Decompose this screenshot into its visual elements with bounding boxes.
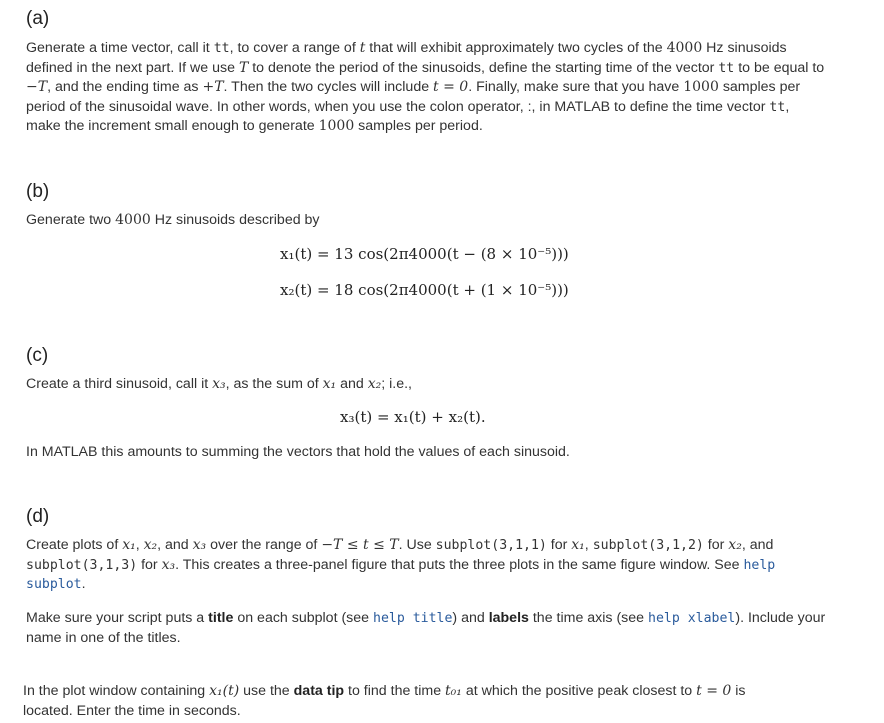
math-1000: 1000 [683,79,719,96]
equation-x2: x₂(t) = 18 cos(2π4000(t + (1 × 10⁻⁵))) [280,281,569,299]
section-c-label: (c) [26,345,49,366]
text: samples per period. [354,118,483,135]
text: ). Include your name in one of the titles. [26,610,826,646]
help-subplot-link[interactable]: help subplot [26,557,776,593]
section-d-label: (d) [26,506,50,527]
math-to1: t₀₁ [445,683,462,699]
code-tt: tt [718,60,735,76]
code-subplot-1: subplot(3,1,1) [435,538,547,553]
code-subplot-2: subplot(3,1,2) [592,538,704,553]
text: samples per period of the sinusoidal wave. In other words, when you use the colon operator, :, in MATLAB to define the time vector [26,79,801,115]
bold-title: title [208,610,234,626]
text: , as the sum of [225,376,323,392]
text: , make the increment small enough to generate [26,98,790,135]
bold-data-tip: data tip [293,683,345,699]
math-x1: x₁ [571,537,585,553]
text: that will exhibit approximately two cycles of the [365,40,667,56]
text: at which the positive peak closest to [461,683,697,699]
text: to be equal to [734,59,825,76]
section-d-note [26,609,826,648]
math-x2: x₂ [728,537,742,553]
text: Create plots of [26,537,123,553]
math-T: T [238,59,249,76]
math-negT: −T [26,79,48,96]
section-a-paragraph [26,39,826,137]
help-title-link[interactable]: help title [373,611,453,626]
text: , to cover a range of [229,40,360,56]
code-subplot-3: subplot(3,1,3) [26,557,138,573]
text: Make sure your script puts a [26,610,209,626]
text: for [703,537,729,553]
text: for [546,537,572,553]
text: Generate two [26,212,116,228]
code-tt: tt [769,99,786,115]
math-x3: x₃ [161,556,176,573]
text: the time axis (see [528,610,648,626]
text: ; i.e., [381,376,412,392]
text: , [135,537,144,553]
text: Create a third sinusoid, call it [26,376,213,392]
bold-labels: labels [488,610,529,626]
math-x3: x₃ [212,376,226,392]
text: . Finally, make sure that you have [468,79,684,96]
section-a-label: (a) [26,8,50,29]
text: , and [157,537,193,553]
math-x1: x₁ [122,537,136,553]
math-teq0: t = 0 [696,683,732,699]
math-x1t: x₁(t) [209,683,240,699]
text: Hz sinusoids defined in the next part. If we use [26,40,787,76]
code-tt: tt [213,41,230,56]
math-posT: +T [202,79,224,96]
math-x2: x₂ [143,537,158,553]
text: . [81,576,86,593]
text: In the plot window containing [23,683,210,699]
section-b-paragraph [26,211,826,231]
help-xlabel-link[interactable]: help xlabel [648,611,736,626]
text: , and [741,537,774,553]
equation-x1: x₁(t) = 13 cos(2π4000(t − (8 × 10⁻⁵))) [280,245,569,263]
equation-x3: x₃(t) = x₁(t) + x₂(t). [340,408,486,426]
math-freq: 4000 [666,40,703,56]
math-1000: 1000 [318,118,355,135]
math-x1: x₁ [322,376,337,392]
text: . Use [398,537,436,553]
text: for [137,556,162,573]
math-freq: 4000 [115,212,151,228]
math-t: t [359,40,366,56]
text: on each subplot (see [233,610,373,626]
text: Hz sinusoids described by [150,212,320,228]
section-d-paragraph [26,536,816,595]
text: ) and [452,610,489,626]
text: , [584,537,593,553]
text: to find the time [344,683,446,699]
text: Generate a time vector, call it [26,40,214,56]
text: to denote the period of the sinusoids, define the starting time of the vector [248,59,719,76]
final-question [23,682,783,721]
text: , and the ending time as [47,79,203,96]
text: and [336,376,368,392]
section-b-label: (b) [26,181,50,202]
math-x2: x₂ [367,376,382,392]
text: over the range of [206,537,322,553]
text: is located. Enter the time in seconds. [23,683,746,719]
math-range: −T ≤ t ≤ T [321,537,399,553]
text: use the [239,683,294,699]
text: . This creates a three-panel figure that puts the three plots in the same figure window. See [175,556,744,573]
section-c-note: In MATLAB this amounts to summing the vectors that hold the values of each sinusoid. [26,444,570,460]
section-c-paragraph [26,375,826,395]
text: . Then the two cycles will include [223,79,434,96]
math-x3: x₃ [192,537,207,553]
math-teq0: t = 0 [433,79,469,96]
